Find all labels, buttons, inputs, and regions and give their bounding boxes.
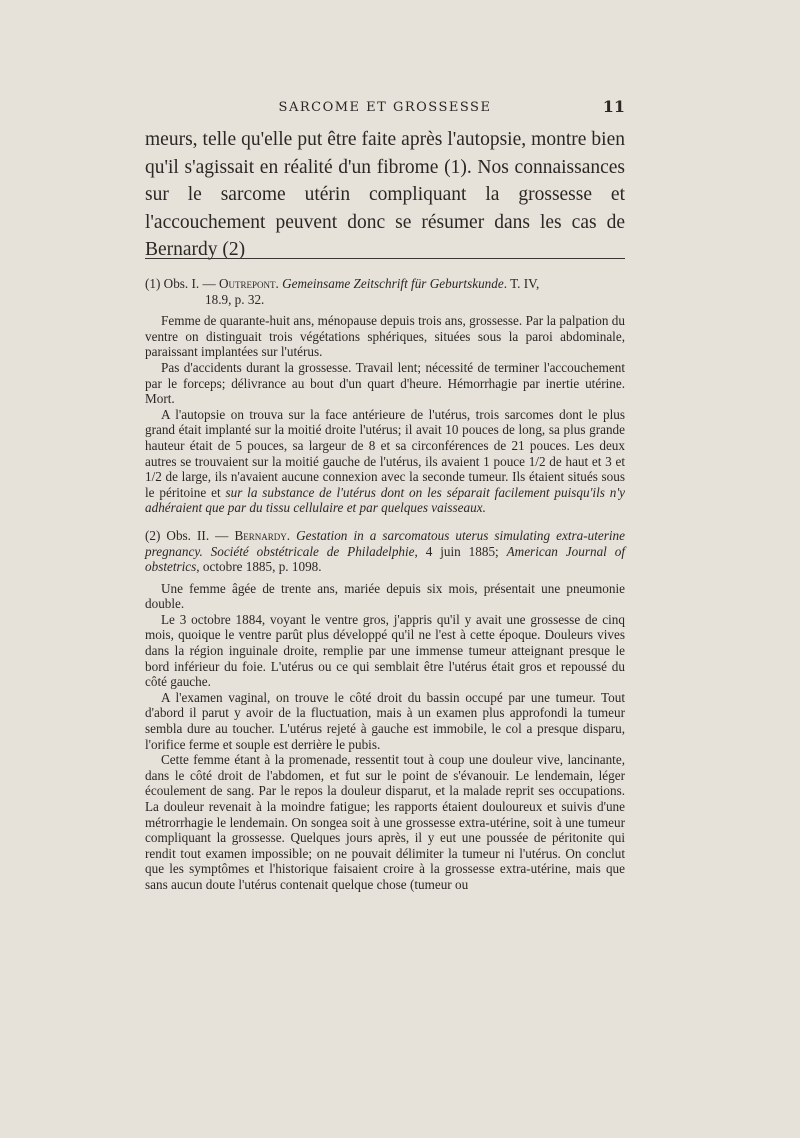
running-title: SARCOME ET GROSSESSE (278, 100, 492, 115)
footnote-1-ref-tail: . T. IV, (503, 276, 540, 291)
footnote-2-reference (145, 528, 625, 575)
footnotes (145, 276, 625, 893)
footnote-2-tail: , octobre 1885, p. 1098. (196, 559, 322, 575)
footnote-2-date: , 4 juin 1885; (414, 543, 507, 559)
footnote-rule (145, 258, 625, 259)
footnote-2-paragraph-3: A l'examen vaginal, on trouve le côté droit du bassin occupé par une tumeur. Tout d'abord il parut y avoir de la fluctuation, mais à un examen plus approfondi la tumeur sembla dure au toucher. L'utérus rejeté à gauche est immobile, le col a presque disparu, l'orifice ferme et souple est derrière le pubis. (145, 689, 625, 752)
footnote-1-paragraph-1: Femme de quarante-huit ans, ménopause depuis trois ans, grossesse. Par la palpation du ventre on distinguait trois végétations sphériques, situées sous la paroi abdominale, paraissant implantées sur l'utérus. (145, 313, 625, 360)
footnote-2-journal: American Journal of obstetrics (145, 543, 625, 575)
footnote-1-reference (145, 276, 625, 292)
footnote-1-paragraph-3 (145, 407, 625, 516)
footnote-2-paragraph-4: Cette femme étant à la promenade, ressentit tout à coup une douleur vive, lancinante, dans le côté droit de l'abdomen, et fut sur le point de s'évanouir. Le lendemain, léger écoulement de sang. Par le repos la douleur disparut, et la malade reprit ses occupations. La douleur revenait à la moindre fatigue; les rapports étaient douloureux et suivis d'une métrorrhagie le lendemain. On songea soit à une grossesse extra-utérine, soit à une tumeur compliquant la grossesse. Quelques jours après, il y eut une poussée de péritonite qui rendit tout examen impossible; on ne pouvait délimiter la tumeur ni l'utérus. On conclut que les symptômes et l'historique faisaient croire à la grossesse extra-utérine, mais que sans aucun doute l'utérus contenait quelque chose (tumeur ou (145, 752, 625, 892)
footnote-1-sep: . (275, 276, 283, 291)
footnote-1-author: Outrepont (219, 276, 276, 291)
footnote-2-title: Gestation in a sarcomatous uterus simulating extra-uterine pregnancy. Société obstétricale de Philadelphie (145, 527, 626, 559)
main-paragraph: meurs, telle qu'elle put être faite après l'autopsie, montre bien qu'il s'agissait en réalité d'un fibrome (1). Nos connaissances sur le sarcome utérin compliquant la grossesse et l'accouchement peuvent donc se résumer dans les cas de Bernardy (2) (145, 129, 625, 260)
running-header (145, 97, 625, 124)
footnote-2-label: (2) Obs. II. — (145, 527, 235, 543)
footnote-2-sep: . (286, 527, 297, 543)
footnote-2-paragraph-2: Le 3 octobre 1884, voyant le ventre gros, j'appris qu'il y avait une grossesse de cinq mois, quoique le ventre parût plus développé qu'il ne l'est à cette époque. Douleurs vives dans la région inguinale droite, remplie par une immense tumeur atteignant presque le bord inférieur du foie. L'utérus ou ce qui semblait être l'utérus était gros et repoussé du côté gauche. (145, 611, 625, 690)
footnote-1-paragraph-3-italic: sur la substance de l'utérus dont on les séparait facilement puisqu'ils n'y adhéraient que par du tissu cellulaire et par quelques vaisseaux. (145, 484, 626, 516)
footnote-1-paragraph-3-text: A l'autopsie on trouva sur la face antérieure de l'utérus, trois sarcomes dont le plus grand était implanté sur la moitié droite l'utérus; il avait 10 pouces de long, sa plus grande hauteur était de 5 pouces, sa largeur de 8 et sa circonférences de 21 pouces. Les deux autres se trouvaient sur la moitié gauche de l'utérus, ils avaient 1 pouce 1/2 de haut et 3 et 1/2 de large, ils n'avaient aucune connexion avec la seconde tumeur. Ils étaient situés sous le péritoine et (145, 406, 625, 500)
footnote-2-author: Bernardy (234, 527, 287, 543)
footnote-1-label: (1) Obs. I. — (145, 276, 219, 291)
page-number: 11 (602, 97, 625, 116)
main-text (145, 126, 625, 264)
footnote-1-paragraph-2: Pas d'accidents durant la grossesse. Travail lent; nécessité de terminer l'accouchement par le forceps; délivrance au bout d'un quart d'heure. Hémorrhagie par inertie utérine. Mort. (145, 359, 625, 407)
footnote-1-journal: Gemeinsame Zeitschrift für Geburtskunde (282, 276, 504, 291)
footnote-2-paragraph-1: Une femme âgée de trente ans, mariée depuis six mois, présentait une pneumonie double. (145, 580, 625, 612)
footnote-1-ref-continued: 18.9, p. 32. (205, 291, 265, 307)
